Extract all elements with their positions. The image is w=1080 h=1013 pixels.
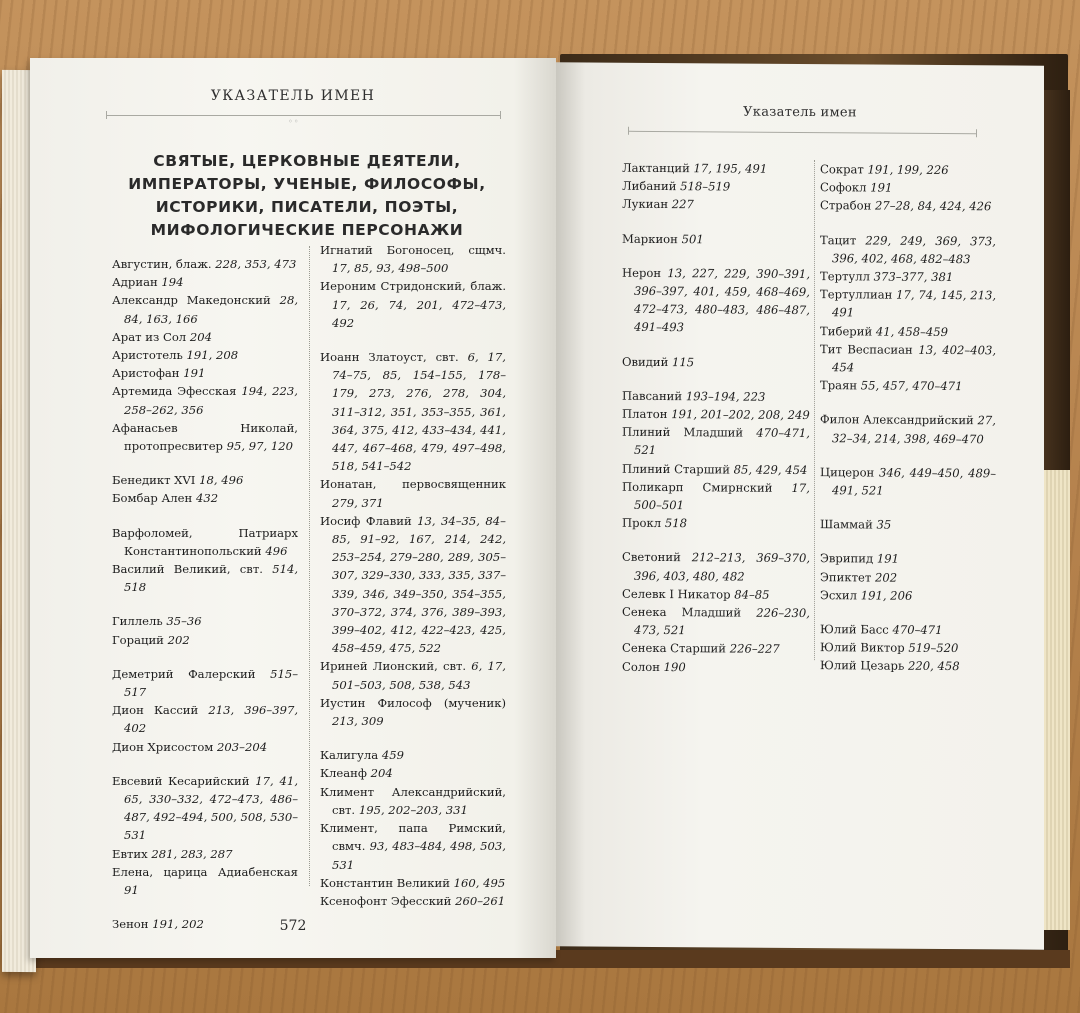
index-entry [112, 701, 298, 737]
entry-name: Софокл [820, 180, 867, 195]
index-column [112, 255, 298, 934]
entry-pages: 17, 74, 145, 213, 491 [832, 287, 997, 320]
entry-name: Калигула [320, 748, 379, 763]
index-entry [112, 665, 298, 701]
index-entry [320, 746, 506, 764]
index-entry [320, 874, 506, 892]
entry-pages: 459 [381, 748, 404, 763]
index-entry [112, 255, 298, 273]
section-title-line: МИФОЛОГИЧЕСКИЕ ПЕРСОНАЖИ [150, 221, 464, 239]
entry-name: Эпиктет [820, 569, 872, 585]
entry-name: Августин, блаж. [112, 257, 212, 271]
rule-end-mark [976, 129, 977, 137]
entry-pages: 501 [681, 231, 704, 246]
index-entry [820, 515, 996, 534]
entry-name: Дион Хрисостом [112, 739, 214, 754]
entry-pages: 202 [874, 570, 898, 585]
entry-name: Юлий Басс [820, 622, 889, 637]
entry-pages: 470–471, 521 [634, 425, 810, 458]
entry-pages: 6, 17, 501–503, 508, 538, 543 [332, 659, 506, 692]
entry-pages: 228, 353, 473 [215, 257, 297, 271]
section-title-line: ИМПЕРАТОРЫ, УЧЕНЫЕ, ФИЛОСОФЫ, [128, 175, 486, 193]
entry-pages: 91 [124, 883, 139, 898]
cover-flap-right [1040, 90, 1070, 470]
entry-pages: 213, 309 [332, 714, 384, 729]
index-entry [622, 639, 810, 659]
index-entry [320, 241, 506, 277]
entry-name: Иосиф Флавий [320, 513, 412, 528]
index-entry [320, 694, 506, 730]
running-head: Указатель имен [743, 104, 857, 121]
index-entry [622, 229, 810, 249]
entry-name: Либаний [622, 178, 677, 194]
entry-name: Александр Македонский [112, 293, 271, 308]
entry-pages: 85, 429, 454 [733, 462, 808, 477]
entry-pages: 18, 496 [199, 473, 244, 488]
index-entry [112, 631, 298, 649]
entry-pages: 281, 283, 287 [151, 846, 233, 861]
entry-pages: 279, 371 [332, 495, 384, 510]
index-column [320, 241, 506, 910]
entry-name: Игнатий Богоносец, сщмч. [320, 243, 506, 257]
entry-name: Лукиан [622, 197, 669, 212]
entry-name: Плиний Старший [622, 461, 730, 477]
entry-pages: 84–85 [734, 587, 770, 602]
index-entry [112, 328, 298, 346]
index-entry [820, 463, 996, 501]
column-divider [814, 160, 815, 660]
entry-name: Сенека Старший [622, 641, 727, 656]
entry-pages: 190 [663, 659, 686, 674]
entry-pages: 191, 206 [860, 588, 913, 603]
index-entry [820, 197, 996, 216]
entry-pages: 17, 41, 65, 330–332, 472–473, 486–487, 492–494, 500, 508, 530–531 [124, 773, 298, 843]
running-head: УКАЗАТЕЛЬ ИМЕН [210, 88, 376, 104]
entry-pages: 470–471 [892, 622, 943, 638]
index-entry [112, 471, 298, 489]
index-entry [622, 264, 810, 338]
index-entry [112, 382, 298, 418]
index-entry [112, 364, 298, 382]
index-entry [112, 489, 298, 507]
index-entry [622, 459, 810, 479]
index-entry [820, 411, 996, 449]
entry-name: Ириней Лионский, свт. [320, 659, 467, 674]
entry-pages: 93, 483–484, 498, 503, 531 [332, 839, 506, 872]
index-entry [622, 514, 810, 534]
entry-pages: 13, 402–403, 454 [832, 342, 997, 375]
entry-name: Зенон [112, 917, 149, 932]
entry-pages: 17, 26, 74, 201, 472–473, 492 [332, 297, 506, 330]
section-title-line: СВЯТЫЕ, ЦЕРКОВНЫЕ ДЕЯТЕЛИ, [153, 152, 461, 170]
header-rule [106, 115, 500, 116]
entry-pages: 13, 227, 229, 390–391, 396–397, 401, 459, 468–469, 472–473, 480–483, 486–487, 491–493 [634, 265, 810, 335]
left-page [30, 58, 556, 958]
entry-name: Юлий Виктор [820, 640, 905, 655]
entry-name: Овидий [622, 354, 669, 369]
entry-pages: 17, 195, 491 [693, 161, 768, 176]
rule-end-mark [628, 127, 629, 135]
entry-name: Климент, папа Римский, свмч. [320, 821, 506, 854]
entry-pages: 194 [161, 275, 184, 290]
entry-name: Клеанф [320, 766, 367, 781]
entry-name: Климент Александрийский, свт. [320, 784, 506, 817]
index-entry [622, 352, 810, 372]
entry-pages: 346, 449–450, 489–491, 521 [832, 465, 997, 498]
entry-name: Арат из Сол [112, 329, 187, 344]
index-entry [820, 586, 996, 605]
index-entry [622, 603, 810, 641]
entry-name: Артемида Эфесская [112, 384, 237, 399]
index-entry [320, 348, 506, 475]
index-entry [320, 512, 506, 658]
column-divider [309, 246, 310, 886]
index-entry [320, 657, 506, 693]
entry-name: Шаммай [820, 517, 873, 532]
entry-pages: 95, 97, 120 [226, 439, 294, 454]
entry-pages: 220, 458 [907, 659, 960, 674]
index-column [622, 159, 810, 677]
entry-pages: 35–36 [166, 614, 202, 629]
index-entry [622, 548, 810, 586]
index-entry [112, 612, 298, 630]
entry-name: Василий Великий, свт. [112, 562, 263, 577]
header-ornament: ◦◦ [288, 117, 300, 126]
entry-pages: 191, 202 [152, 917, 204, 932]
index-entry [820, 178, 996, 197]
entry-name: Солон [622, 659, 660, 674]
index-entry [622, 387, 810, 407]
entry-pages: 195, 202–203, 331 [358, 802, 468, 817]
index-entry [112, 273, 298, 291]
entry-name: Гораций [112, 632, 164, 647]
entry-name: Эсхил [820, 587, 857, 603]
entry-name: Гиллель [112, 614, 163, 629]
entry-pages: 191 [876, 551, 899, 567]
entry-pages: 203–204 [217, 739, 268, 754]
index-entry [820, 620, 996, 639]
entry-pages: 115 [672, 354, 695, 369]
entry-name: Евтих [112, 846, 148, 861]
entry-name: Тиберий [820, 323, 873, 339]
entry-pages: 229, 249, 369, 373, 396, 402, 468, 482–483 [832, 233, 996, 267]
entry-pages: 27, 32–34, 214, 398, 469–470 [832, 413, 996, 446]
entry-pages: 191, 201–202, 208, 249 [671, 407, 810, 423]
entry-name: Елена, царица Адиабенская [112, 864, 298, 879]
entry-name: Тертулл [820, 269, 870, 284]
index-entry [320, 475, 506, 511]
entry-name: Аристотель [112, 348, 183, 363]
index-entry [820, 376, 996, 395]
entry-pages: 41, 458–459 [875, 324, 949, 339]
rule-end-mark [106, 111, 107, 119]
entry-pages: 226–227 [729, 641, 780, 657]
index-entry [622, 159, 810, 179]
entry-name: Деметрий Фалерский [112, 666, 256, 681]
entry-pages: 17, 85, 93, 498–500 [332, 261, 449, 276]
entry-name: Бомбар Ален [112, 491, 193, 506]
index-entry [820, 657, 996, 676]
entry-name: Цицерон [820, 464, 875, 480]
index-entry [820, 267, 996, 286]
index-entry [820, 285, 996, 323]
entry-pages: 55, 457, 470–471 [860, 378, 963, 394]
index-entry [820, 231, 996, 269]
entry-pages: 193–194, 223 [685, 389, 766, 404]
entry-name: Светоний [622, 550, 681, 565]
entry-name: Тит Веспасиан [820, 341, 913, 357]
entry-pages: 519–520 [908, 641, 959, 656]
entry-pages: 191, 199, 226 [867, 162, 949, 178]
entry-name: Павсаний [622, 388, 683, 404]
index-entry [622, 657, 810, 677]
header-rule [628, 131, 976, 134]
entry-name: Ксенофонт Эфесский [320, 893, 452, 908]
index-entry [820, 322, 996, 341]
entry-pages: 28, 84, 163, 166 [124, 293, 299, 326]
entry-pages: 194, 223, 258–262, 356 [124, 384, 298, 417]
entry-pages: 204 [189, 329, 212, 344]
section-title-line: ИСТОРИКИ, ПИСАТЕЛИ, ПОЭТЫ, [155, 198, 459, 216]
entry-name: Эврипид [820, 551, 874, 566]
entry-pages: 432 [195, 491, 219, 506]
entry-pages: 191 [870, 180, 893, 195]
entry-pages: 204 [370, 766, 393, 781]
entry-name: Филон Александрийский [820, 412, 974, 428]
entry-name: Страбон [820, 198, 872, 213]
entry-name: Евсевий Кесарийский [112, 773, 250, 788]
rule-end-mark [500, 111, 501, 119]
entry-name: Бенедикт XVI [112, 473, 196, 488]
entry-name: Поликарп Смирнский [622, 479, 773, 495]
entry-pages: 213, 396–397, 402 [124, 703, 299, 736]
entry-pages: 518 [664, 516, 687, 531]
entry-pages: 6, 17, 74–75, 85, 154–155, 178–179, 273, 276, 278, 304, 311–312, 351, 353–355, 361, 364, 375, 412, 433–434, 441, 447, 467–468, 479, 497–498, 518, 541–542 [332, 350, 506, 474]
entry-name: Иустин Философ (мученик) [320, 695, 506, 710]
index-entry [320, 783, 506, 819]
index-entry [112, 738, 298, 756]
entry-name: Варфоломей, Патриарх Константинопольский [112, 525, 298, 558]
index-entry [320, 277, 506, 332]
index-entry [112, 524, 298, 560]
index-entry [112, 772, 298, 845]
index-entry [112, 845, 298, 863]
index-entry [112, 346, 298, 364]
entry-name: Плиний Младший [622, 424, 744, 440]
entry-pages: 13, 34–35, 84–85, 91–92, 167, 214, 242, 253–254, 279–280, 289, 305–307, 329–330, 333, 335, 337–339, 346, 349–350, 354–355, 370–372, 374, 376, 389–393, 399–402, 412, 422–423, 425, 458–459, 475, 522 [332, 513, 506, 656]
index-entry [622, 177, 810, 197]
entry-pages: 373–377, 381 [873, 269, 954, 285]
entry-name: Иоанн Златоуст, свт. [320, 350, 459, 365]
entry-name: Адриан [112, 275, 158, 290]
entry-name: Константин Великий [320, 875, 450, 890]
index-entry [320, 892, 506, 910]
entry-name: Афанасьев Николай, протопресвитер [112, 420, 298, 454]
index-entry [112, 560, 298, 596]
entry-name: Тацит [820, 232, 857, 248]
entry-name: Маркион [622, 231, 678, 246]
entry-name: Сократ [820, 162, 864, 177]
entry-pages: 160, 495 [453, 875, 506, 890]
index-entry [320, 819, 506, 874]
entry-name: Траян [820, 378, 858, 393]
entry-name: Лактанций [622, 160, 690, 176]
entry-pages: 191 [183, 366, 206, 381]
page-number: 572 [279, 918, 307, 934]
entry-pages: 260–261 [455, 893, 506, 908]
entry-name: Прокл [622, 516, 662, 531]
index-entry [112, 291, 298, 327]
entry-name: Дион Кассий [112, 703, 199, 718]
index-entry [112, 863, 298, 899]
entry-pages: 227 [671, 197, 694, 212]
index-entry [820, 638, 996, 657]
entry-pages: 212–213, 369–370, 396, 403, 480, 482 [634, 550, 811, 584]
index-entry [820, 340, 996, 378]
entry-pages: 226–230, 473, 521 [634, 605, 810, 638]
index-entry [622, 423, 810, 461]
index-entry [622, 585, 810, 605]
entry-name: Нерон [622, 265, 662, 280]
index-column [820, 160, 996, 676]
entry-pages: 17, 500–501 [634, 480, 810, 513]
entry-name: Юлий Цезарь [820, 658, 905, 674]
entry-pages: 515–517 [124, 666, 298, 700]
entry-pages: 35 [876, 517, 892, 532]
entry-name: Сенека Младший [622, 604, 742, 620]
entry-pages: 496 [265, 543, 288, 558]
entry-pages: 514, 518 [124, 562, 299, 595]
entry-name: Ионатан, первосвященник [320, 477, 506, 492]
index-entry [622, 405, 810, 425]
entry-pages: 191, 208 [186, 348, 239, 363]
entry-name: Тертуллиан [820, 287, 893, 302]
index-entry [820, 568, 996, 587]
index-entry [320, 764, 506, 782]
index-entry [820, 550, 996, 569]
index-entry [820, 160, 996, 179]
entry-name: Иероним Стридонский, блаж. [320, 279, 506, 294]
index-entry [622, 478, 810, 516]
entry-pages: 202 [167, 632, 190, 647]
index-entry [112, 419, 298, 455]
entry-name: Аристофан [112, 366, 180, 381]
entry-pages: 27–28, 84, 424, 426 [875, 198, 992, 214]
index-entry [622, 195, 810, 215]
entry-name: Платон [622, 406, 668, 422]
entry-name: Селевк I Никатор [622, 586, 731, 602]
right-page [556, 62, 1044, 949]
entry-pages: 518–519 [680, 179, 731, 194]
section-title [100, 150, 514, 242]
